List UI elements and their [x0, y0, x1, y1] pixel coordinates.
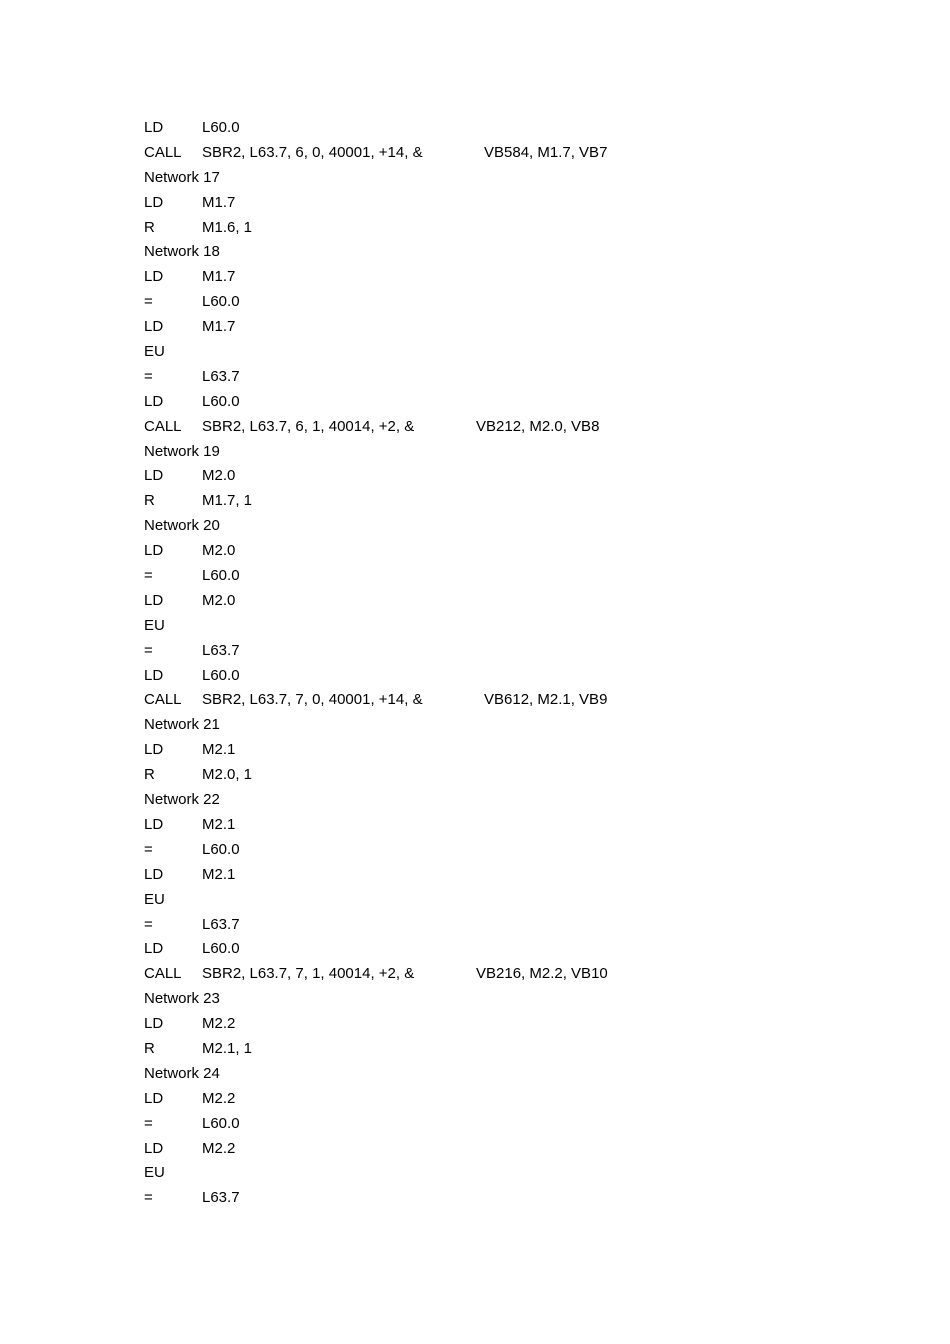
call-continuation-operands: VB212, M2.0, VB8 [476, 417, 600, 435]
call-continuation-operands: VB612, M2.1, VB9 [484, 691, 608, 709]
opcode: LD [144, 591, 164, 609]
opcode: = [144, 915, 153, 933]
network-label: Network 24 [144, 1064, 220, 1082]
call-continuation-operands: VB584, M1.7, VB7 [484, 143, 608, 161]
opcode: LD [144, 741, 164, 759]
opcode: LD [144, 467, 164, 485]
operand: L63.7 [202, 367, 240, 385]
opcode: LD [144, 815, 164, 833]
operand: SBR2, L63.7, 6, 1, 40014, +2, & [202, 417, 415, 435]
opcode: CALL [144, 143, 182, 161]
operand: SBR2, L63.7, 7, 0, 40001, +14, & [202, 691, 423, 709]
opcode: CALL [144, 965, 182, 983]
network-header [144, 1062, 423, 1087]
network-label: Network 17 [144, 168, 220, 186]
opcode: R [144, 218, 155, 236]
instruction-line [144, 390, 423, 415]
operand: M2.2 [202, 1089, 236, 1107]
opcode: R [144, 492, 155, 510]
operand: L63.7 [202, 641, 240, 659]
opcode: = [144, 641, 153, 659]
operand: M2.2 [202, 1015, 236, 1033]
stl-code-listing [144, 116, 608, 1211]
instruction-line [144, 763, 423, 788]
operand: M2.1 [202, 865, 236, 883]
instruction-line [144, 813, 423, 838]
operand: M1.7 [202, 268, 236, 286]
call-instruction-line [144, 141, 608, 166]
network-header [144, 987, 423, 1012]
opcode: LD [144, 1089, 164, 1107]
instruction-line [144, 464, 423, 489]
opcode: LD [144, 542, 164, 560]
call-instruction-line [144, 415, 600, 440]
operand: L60.0 [202, 392, 240, 410]
opcode: LD [144, 666, 164, 684]
opcode: CALL [144, 417, 182, 435]
opcode: LD [144, 268, 164, 286]
operand: M2.0 [202, 467, 236, 485]
opcode: LD [144, 318, 164, 336]
network-label: Network 21 [144, 716, 220, 734]
instruction-line [144, 1137, 423, 1162]
instruction-line [144, 489, 423, 514]
operand: M2.0, 1 [202, 766, 253, 784]
operand: L63.7 [202, 915, 240, 933]
network-header [144, 440, 423, 465]
instruction-line [144, 1012, 423, 1037]
operand: L60.0 [202, 940, 240, 958]
instruction-line [144, 639, 423, 664]
network-label: Network 19 [144, 442, 220, 460]
opcode: R [144, 766, 155, 784]
instruction-line [144, 564, 423, 589]
instruction-line [144, 888, 423, 913]
operand: M2.0 [202, 591, 236, 609]
operand: M2.0 [202, 542, 236, 560]
instruction-line [144, 365, 423, 390]
instruction-line [144, 539, 423, 564]
instruction-line [144, 1186, 423, 1211]
instruction-line [144, 290, 423, 315]
operand: SBR2, L63.7, 6, 0, 40001, +14, & [202, 143, 423, 161]
instruction-line [144, 1087, 423, 1112]
network-label: Network 23 [144, 990, 220, 1008]
instruction-line [144, 191, 423, 216]
operand: SBR2, L63.7, 7, 1, 40014, +2, & [202, 965, 415, 983]
operand: L60.0 [202, 567, 240, 585]
network-header [144, 514, 423, 539]
operand: L60.0 [202, 119, 240, 136]
network-label: Network 18 [144, 243, 220, 261]
opcode: = [144, 1114, 153, 1132]
network-label: Network 20 [144, 517, 220, 535]
operand: L60.0 [202, 666, 240, 684]
operand: M1.7 [202, 318, 236, 336]
opcode: LD [144, 865, 164, 883]
network-header [144, 166, 423, 191]
opcode: LD [144, 119, 164, 136]
operand: L60.0 [202, 293, 240, 311]
network-header [144, 713, 423, 738]
network-label: Network 22 [144, 791, 220, 809]
operand: M2.2 [202, 1139, 236, 1157]
instruction-line [144, 1037, 423, 1062]
instruction-line [144, 589, 423, 614]
opcode: R [144, 1039, 155, 1057]
operand: L60.0 [202, 1114, 240, 1132]
instruction-line [144, 1112, 423, 1137]
opcode: LD [144, 1015, 164, 1033]
opcode: EU [144, 890, 165, 908]
opcode: = [144, 293, 153, 311]
opcode: = [144, 367, 153, 385]
instruction-line [144, 838, 423, 863]
operand: L60.0 [202, 840, 240, 858]
instruction-line [144, 614, 423, 639]
opcode: = [144, 1189, 153, 1207]
instruction-line [144, 340, 423, 365]
operand: M1.7 [202, 193, 236, 211]
operand: M1.6, 1 [202, 218, 253, 236]
call-instruction-line [144, 962, 608, 987]
call-instruction-line [144, 688, 608, 713]
opcode: LD [144, 1139, 164, 1157]
network-header [144, 240, 423, 265]
network-header [144, 788, 423, 813]
instruction-line [144, 863, 423, 888]
opcode: = [144, 567, 153, 585]
instruction-line [144, 216, 423, 241]
operand: M2.1, 1 [202, 1039, 253, 1057]
instruction-line [144, 664, 423, 689]
instruction-line [144, 315, 423, 340]
opcode: LD [144, 940, 164, 958]
opcode: LD [144, 193, 164, 211]
instruction-line [144, 738, 423, 763]
instruction-line [144, 913, 423, 938]
instruction-line [144, 937, 423, 962]
opcode: EU [144, 616, 165, 634]
instruction-line [144, 116, 423, 141]
opcode: EU [144, 1164, 165, 1182]
instruction-line [144, 1161, 423, 1186]
operand: M2.1 [202, 815, 236, 833]
opcode: LD [144, 392, 164, 410]
instruction-line [144, 265, 423, 290]
opcode: CALL [144, 691, 182, 709]
opcode: EU [144, 343, 165, 361]
call-continuation-operands: VB216, M2.2, VB10 [476, 965, 608, 983]
operand: L63.7 [202, 1189, 240, 1207]
operand: M2.1 [202, 741, 236, 759]
opcode: = [144, 840, 153, 858]
operand: M1.7, 1 [202, 492, 253, 510]
